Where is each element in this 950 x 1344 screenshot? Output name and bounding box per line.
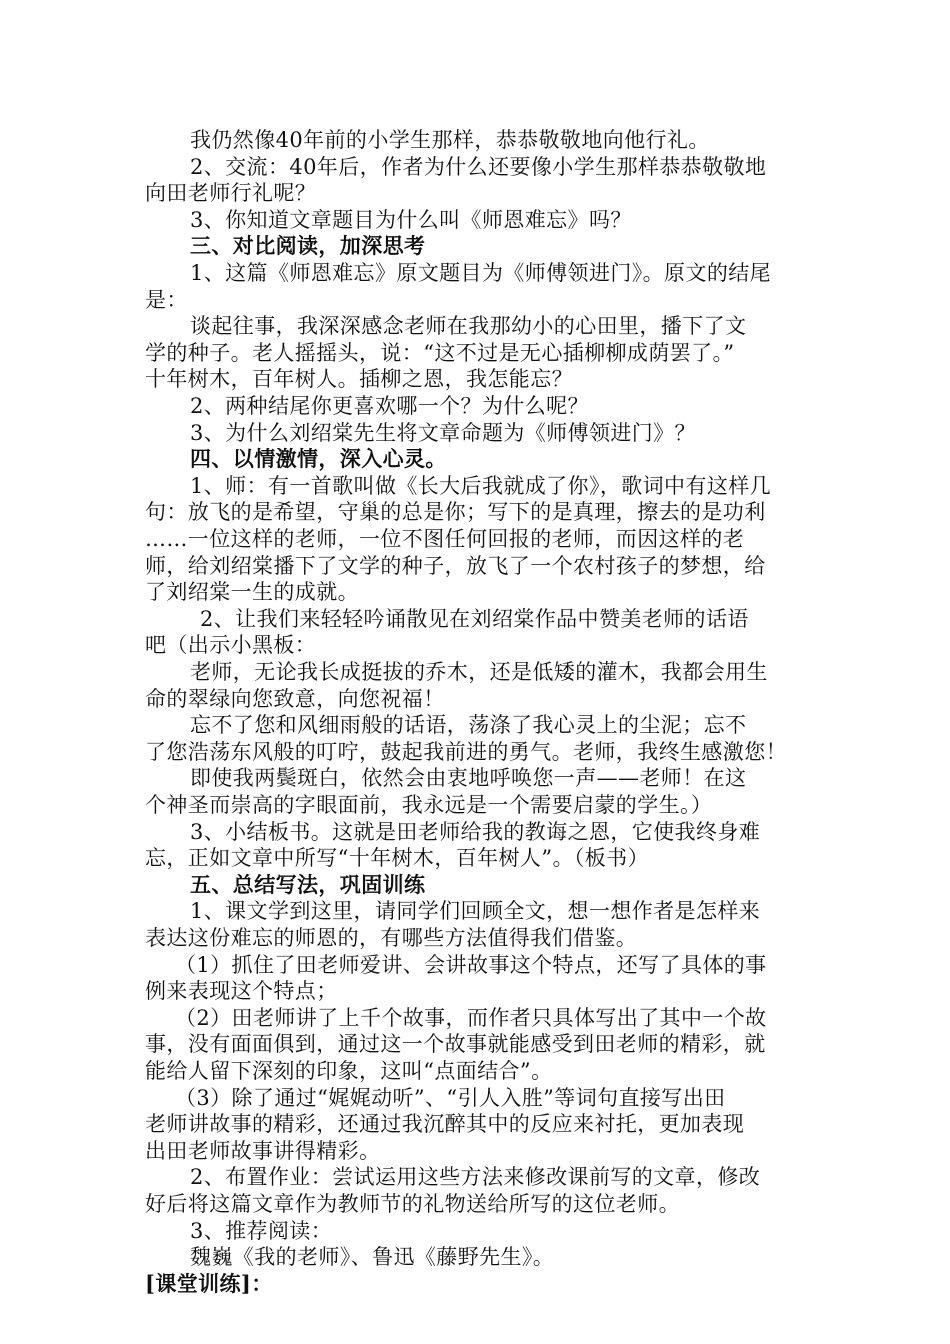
text-line: 1、课文学到这里，请同学们回顾全文，想一想作者是怎样来	[190, 899, 761, 923]
text-line: 3、推荐阅读：	[190, 1219, 333, 1243]
text-line: 2、布置作业：尝试运用这些方法来修改课前写的文章，修改	[190, 1165, 761, 1189]
text-line: 3、为什么刘绍棠先生将文章命题为《师傅领进门》？	[190, 421, 696, 445]
text-line: （3）除了通过“娓娓动听”、“引人入胜”等词句直接写出田	[175, 1086, 726, 1110]
text-line: 事，没有面面俱到，通过这一个故事就能感受到田老师的精彩，就	[145, 1032, 766, 1056]
text-line: 出田老师故事讲得精彩。	[145, 1139, 381, 1163]
text-line: 了您浩荡东风般的叮咛，鼓起我前进的勇气。老师，我终生感激您！	[145, 740, 787, 764]
text-line: 谈起往事，我深深感念老师在我那幼小的心田里，播下了文	[190, 314, 747, 338]
text-line: 好后将这篇文章作为教师节的礼物送给所写的这位老师。	[145, 1192, 680, 1216]
text-line: 吧（出示小黑板：	[145, 633, 317, 657]
text-line: 能给人留下深刻的印象，这叫“点面结合”。	[145, 1059, 553, 1083]
text-line: 老师，无论我长成挺拔的乔木，还是低矮的灌木，我都会用生	[190, 660, 768, 684]
text-line: 即使我两鬓斑白，依然会由衷地呼唤您一声——老师！在这	[190, 766, 747, 790]
section-heading: 四、以情激情，深入心灵。	[190, 446, 447, 471]
text-line: 十年树木，百年树人。插柳之恩，我怎能忘？	[145, 367, 573, 391]
text-line: 命的翠绿向您致意，向您祝福！	[145, 687, 445, 711]
text-line: 例来表现这个特点；	[145, 979, 338, 1003]
text-line: 忘，正如文章中所写“十年树木，百年树人”。（板书）	[145, 846, 649, 870]
section-heading: [课堂训练]：	[145, 1271, 273, 1296]
text-line: 忘不了您和风细雨般的话语，荡涤了我心灵上的尘泥；忘不	[190, 713, 747, 737]
text-line: 个神圣而崇高的字眼面前，我永远是一个需要启蒙的学生。）	[145, 793, 713, 817]
text-line: 学的种子。老人摇摇头，说：“这不过是无心插柳柳成荫罢了。”	[145, 341, 735, 365]
text-line: 2、交流：40年后，作者为什么还要像小学生那样恭恭敬敬地	[190, 155, 767, 179]
text-line: 1、这篇《师恩难忘》原文题目为《师傅领进门》。原文的结尾	[190, 261, 772, 285]
text-line: 师，给刘绍棠播下了文学的种子，放飞了一个农村孩子的梦想，给	[145, 554, 766, 578]
text-line: 2、让我们来轻轻吟诵散见在刘绍棠作品中赞美老师的话语	[200, 607, 749, 631]
text-line: 是：	[145, 288, 188, 312]
text-line: 表达这份难忘的师恩的，有哪些方法值得我们借鉴。	[145, 926, 638, 950]
text-line: 我仍然像40年前的小学生那样，恭恭敬敬地向他行礼。	[190, 128, 710, 152]
text-line: 句：放飞的是希望，守巢的总是你；写下的是真理，擦去的是功利	[145, 500, 766, 524]
text-line: 1、师：有一首歌叫做《长大后我就成了你》，歌词中有这样几	[190, 474, 772, 498]
section-heading: 五、总结写法，巩固训练	[190, 872, 426, 897]
text-line: ……一位这样的老师，一位不图任何回报的老师，而因这样的老	[145, 527, 745, 551]
text-line: 3、小结板书。这就是田老师给我的教诲之恩，它使我终身难	[190, 820, 761, 844]
text-line: （2）田老师讲了上千个故事，而作者只具体写出了其中一个故	[175, 1006, 767, 1030]
text-line: 3、你知道文章题目为什么叫《师恩难忘》吗？	[190, 208, 632, 232]
text-line: 老师讲故事的精彩，还通过我沉醉其中的反应来衬托，更加表现	[145, 1112, 745, 1136]
text-line: 魏巍《我的老师》、鲁迅《藤野先生》。	[190, 1245, 555, 1269]
section-heading: 三、对比阅读，加深思考	[190, 233, 426, 258]
text-line: 了刘绍棠一生的成就。	[145, 580, 359, 604]
text-line: （1）抓住了田老师爱讲、会讲故事这个特点，还写了具体的事	[175, 953, 767, 977]
text-line: 向田老师行礼呢？	[145, 181, 317, 205]
text-line: 2、两种结尾你更喜欢哪一个？为什么呢？	[190, 394, 589, 418]
